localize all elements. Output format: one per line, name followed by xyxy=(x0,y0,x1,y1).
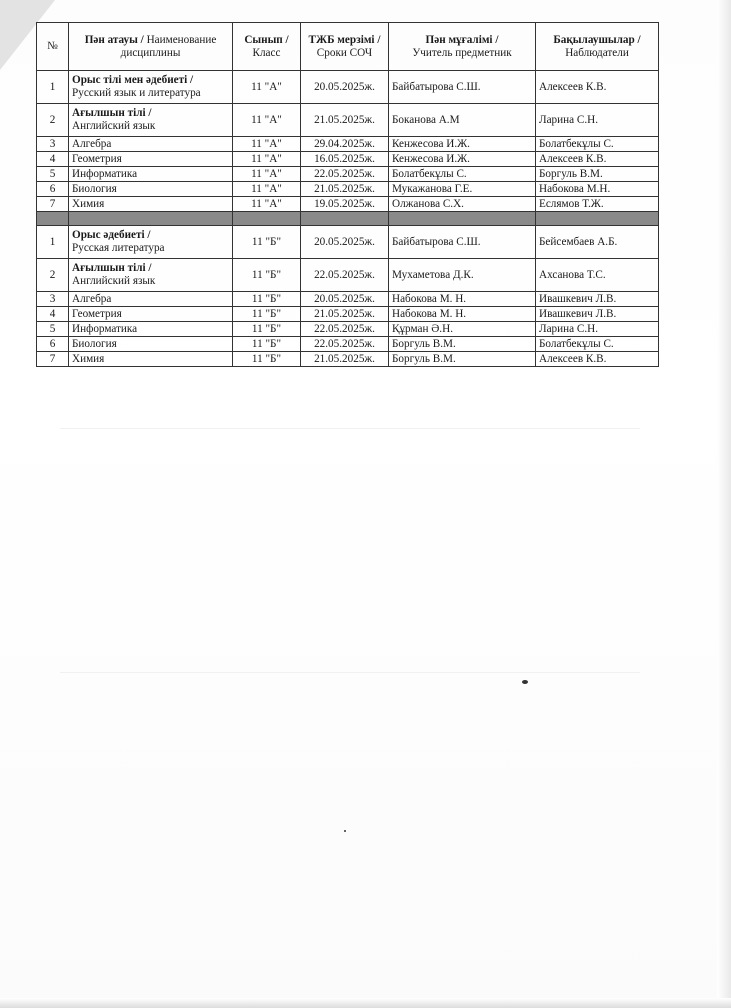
class-cell: 11 "Б" xyxy=(233,307,301,322)
header-date xyxy=(301,23,389,71)
subject-name-ru: Русский язык и литература xyxy=(72,87,201,99)
separator-cell xyxy=(301,212,389,226)
table-row xyxy=(37,352,659,367)
scan-speck xyxy=(522,680,528,684)
subject-cell: Биология xyxy=(69,182,233,197)
teacher-cell: Набокова М. Н. xyxy=(389,292,536,307)
observer-cell: Болатбекұлы С. xyxy=(536,137,659,152)
header-class-ru: Класс xyxy=(252,46,281,59)
row-number: 3 xyxy=(37,292,69,307)
row-number: 2 xyxy=(37,104,69,137)
class-cell: 11 "А" xyxy=(233,182,301,197)
header-observer-kz: Бақылаушылар / xyxy=(553,33,641,46)
table-row xyxy=(37,104,659,137)
header-subject-ru: Наименование дисциплины xyxy=(120,33,217,59)
observer-cell: Боргуль В.М. xyxy=(536,167,659,182)
teacher-cell: Кенжесова И.Ж. xyxy=(389,152,536,167)
row-number: 3 xyxy=(37,137,69,152)
teacher-cell: Боргуль В.М. xyxy=(389,352,536,367)
observer-cell: Бейсембаев А.Б. xyxy=(536,226,659,259)
subject-cell xyxy=(69,226,233,259)
class-cell: 11 "А" xyxy=(233,137,301,152)
date-cell: 22.05.2025ж. xyxy=(301,322,389,337)
teacher-cell: Байбатырова С.Ш. xyxy=(389,226,536,259)
class-cell: 11 "Б" xyxy=(233,226,301,259)
observer-cell: Ивашкевич Л.В. xyxy=(536,292,659,307)
header-class xyxy=(233,23,301,71)
subject-name-kz: Орыс әдебиеті / xyxy=(72,229,151,242)
subject-name-ru: Английский язык xyxy=(72,275,156,287)
subject-cell: Геометрия xyxy=(69,152,233,167)
table-row xyxy=(37,337,659,352)
subject-name-ru: Русская литература xyxy=(72,242,165,254)
subject-name-ru: Английский язык xyxy=(72,120,156,132)
date-cell: 21.05.2025ж. xyxy=(301,182,389,197)
bleed-through-line xyxy=(60,672,640,673)
class-cell: 11 "Б" xyxy=(233,322,301,337)
teacher-cell: Набокова М. Н. xyxy=(389,307,536,322)
header-date-kz: ТЖБ мерзімі / xyxy=(308,33,381,46)
date-cell: 21.05.2025ж. xyxy=(301,352,389,367)
observer-cell: Алексеев К.В. xyxy=(536,352,659,367)
table-header-row xyxy=(37,23,659,71)
header-teacher-kz: Пән мұғалімі / xyxy=(425,33,499,46)
date-cell: 20.05.2025ж. xyxy=(301,226,389,259)
observer-cell: Алексеев К.В. xyxy=(536,152,659,167)
table-row xyxy=(37,226,659,259)
class-cell: 11 "Б" xyxy=(233,352,301,367)
date-cell: 22.05.2025ж. xyxy=(301,259,389,292)
observer-cell: Ларина С.Н. xyxy=(536,322,659,337)
subject-cell: Информатика xyxy=(69,167,233,182)
observer-cell: Ахсанова Т.С. xyxy=(536,259,659,292)
class-cell: 11 "Б" xyxy=(233,259,301,292)
scan-speck xyxy=(344,830,346,832)
subject-name-kz: Ағылшын тілі / xyxy=(72,262,152,275)
teacher-cell: Құрман Ә.Н. xyxy=(389,322,536,337)
exam-schedule-table xyxy=(36,22,659,367)
subject-cell: Биология xyxy=(69,337,233,352)
table-row xyxy=(37,322,659,337)
subject-cell: Геометрия xyxy=(69,307,233,322)
separator-cell xyxy=(536,212,659,226)
date-cell: 20.05.2025ж. xyxy=(301,71,389,104)
subject-cell: Информатика xyxy=(69,322,233,337)
subject-cell: Алгебра xyxy=(69,137,233,152)
bleed-through-line xyxy=(60,428,640,429)
class-cell: 11 "А" xyxy=(233,71,301,104)
table-row xyxy=(37,259,659,292)
observer-cell: Алексеев К.В. xyxy=(536,71,659,104)
subject-cell xyxy=(69,104,233,137)
table-body xyxy=(37,71,659,367)
header-subject xyxy=(69,23,233,71)
header-teacher xyxy=(389,23,536,71)
teacher-cell: Болатбекұлы С. xyxy=(389,167,536,182)
table-row xyxy=(37,307,659,322)
class-cell: 11 "Б" xyxy=(233,292,301,307)
row-number: 5 xyxy=(37,167,69,182)
table-row xyxy=(37,292,659,307)
subject-cell: Алгебра xyxy=(69,292,233,307)
row-number: 4 xyxy=(37,152,69,167)
date-cell: 16.05.2025ж. xyxy=(301,152,389,167)
table-row xyxy=(37,71,659,104)
subject-cell xyxy=(69,71,233,104)
date-cell: 21.05.2025ж. xyxy=(301,104,389,137)
subject-name-kz: Орыс тілі мен әдебиеті / xyxy=(72,74,194,87)
row-number: 1 xyxy=(37,226,69,259)
date-cell: 20.05.2025ж. xyxy=(301,292,389,307)
header-teacher-ru: Учитель предметник xyxy=(412,46,512,59)
teacher-cell: Кенжесова И.Ж. xyxy=(389,137,536,152)
row-number: 6 xyxy=(37,182,69,197)
row-number: 6 xyxy=(37,337,69,352)
teacher-cell: Мухаметова Д.К. xyxy=(389,259,536,292)
header-class-kz: Сынып / xyxy=(244,33,289,46)
date-cell: 21.05.2025ж. xyxy=(301,307,389,322)
teacher-cell: Мукажанова Г.Е. xyxy=(389,182,536,197)
subject-cell xyxy=(69,259,233,292)
teacher-cell: Байбатырова С.Ш. xyxy=(389,71,536,104)
date-cell: 22.05.2025ж. xyxy=(301,337,389,352)
table-row xyxy=(37,167,659,182)
row-number: 2 xyxy=(37,259,69,292)
header-observer-ru: Наблюдатели xyxy=(565,46,629,59)
class-cell: 11 "А" xyxy=(233,152,301,167)
teacher-cell: Олжанова С.Х. xyxy=(389,197,536,212)
date-cell: 19.05.2025ж. xyxy=(301,197,389,212)
table-row xyxy=(37,152,659,167)
header-observer xyxy=(536,23,659,71)
date-cell: 29.04.2025ж. xyxy=(301,137,389,152)
subject-cell: Химия xyxy=(69,352,233,367)
class-cell: 11 "Б" xyxy=(233,337,301,352)
observer-cell: Болатбекұлы С. xyxy=(536,337,659,352)
row-number: 7 xyxy=(37,352,69,367)
teacher-cell: Боканова А.М xyxy=(389,104,536,137)
observer-cell: Ивашкевич Л.В. xyxy=(536,307,659,322)
table-row xyxy=(37,197,659,212)
observer-cell: Еслямов Т.Ж. xyxy=(536,197,659,212)
row-number: 4 xyxy=(37,307,69,322)
subject-name-kz: Ағылшын тілі / xyxy=(72,107,152,120)
row-number: 5 xyxy=(37,322,69,337)
header-date-ru: Сроки СОЧ xyxy=(316,46,373,59)
observer-cell: Ларина С.Н. xyxy=(536,104,659,137)
class-cell: 11 "А" xyxy=(233,104,301,137)
observer-cell: Набокова М.Н. xyxy=(536,182,659,197)
subject-cell: Химия xyxy=(69,197,233,212)
class-cell: 11 "А" xyxy=(233,197,301,212)
header-num: № xyxy=(37,23,69,71)
group-separator-row xyxy=(37,212,659,226)
row-number: 1 xyxy=(37,71,69,104)
header-subject-kz: Пән атауы / xyxy=(84,33,144,46)
table-row xyxy=(37,182,659,197)
page-edge-shadow xyxy=(717,0,731,1008)
separator-cell xyxy=(69,212,233,226)
separator-cell xyxy=(37,212,69,226)
separator-cell xyxy=(389,212,536,226)
date-cell: 22.05.2025ж. xyxy=(301,167,389,182)
teacher-cell: Боргуль В.М. xyxy=(389,337,536,352)
page-bottom-shadow xyxy=(0,998,731,1008)
table-row xyxy=(37,137,659,152)
row-number: 7 xyxy=(37,197,69,212)
separator-cell xyxy=(233,212,301,226)
class-cell: 11 "А" xyxy=(233,167,301,182)
